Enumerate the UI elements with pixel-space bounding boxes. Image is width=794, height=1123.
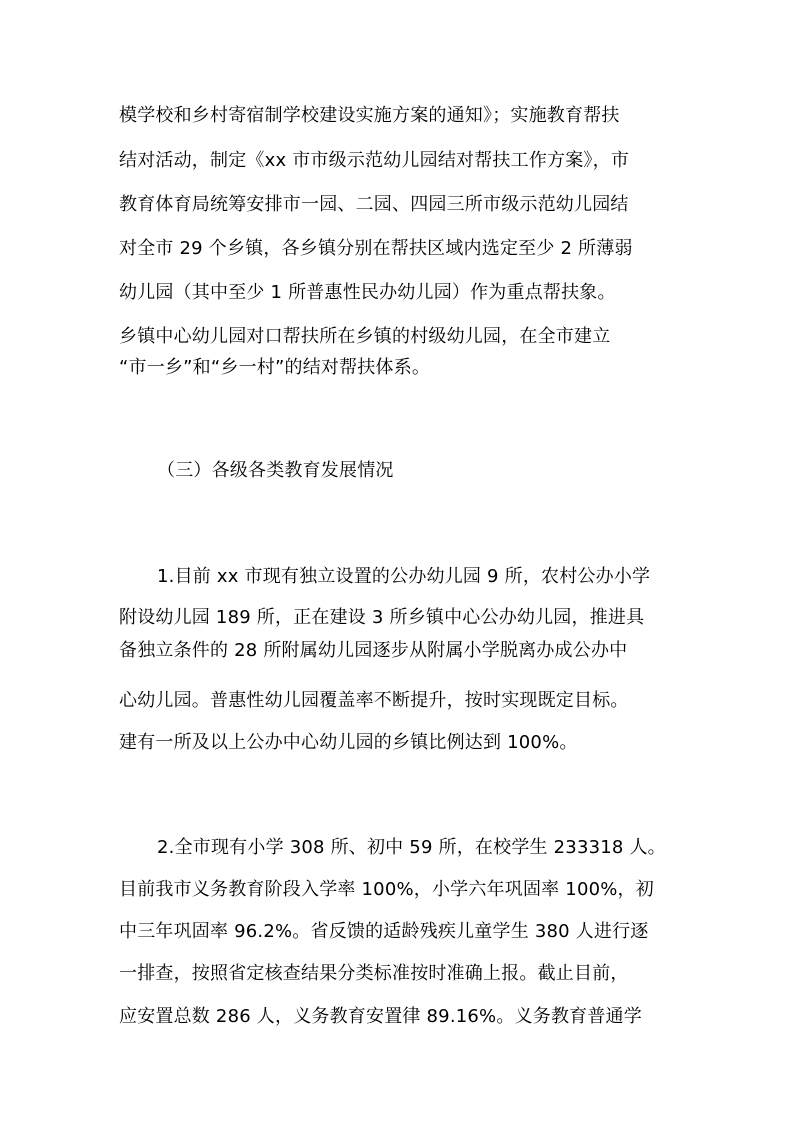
section-heading: （三）各级各类教育发展情况: [157, 460, 394, 481]
paragraph-line: 目前我市义务教育阶段入学率 100%，小学六年巩固率 100%，初: [119, 879, 654, 900]
paragraph-line: 对全市 29 个乡镇，各乡镇分别在帮扶区域内选定至少 2 所薄弱: [119, 238, 633, 259]
paragraph-line: 附设幼儿园 189 所，正在建设 3 所乡镇中心公办幼儿园，推进具: [119, 607, 645, 628]
paragraph-line: “市一乡”和“乡一村”的结对帮扶体系。: [119, 357, 431, 378]
paragraph-line: 教育体育局统筹安排市一园、二园、四园三所市级示范幼儿园结: [119, 194, 629, 215]
paragraph-line: 结对活动，制定《xx 市市级示范幼儿园结对帮扶工作方案》，市: [119, 150, 630, 171]
paragraph-line: 一排查，按照省定核查结果分类标准按时准确上报。截止目前，: [119, 963, 629, 984]
paragraph-line: 备独立条件的 28 所附属幼儿园逐步从附属小学脱离办成公办中: [119, 640, 628, 661]
paragraph-line: 应安置总数 286 人，义务教育安置律 89.16%。义务教育普通学: [119, 1006, 642, 1027]
paragraph-line: 中三年巩固率 96.2%。省反馈的适龄残疾儿童学生 380 人进行逐: [119, 921, 649, 942]
paragraph-line: 建有一所及以上公办中心幼儿园的乡镇比例达到 100%。: [119, 732, 578, 753]
paragraph-line: 模学校和乡村寄宿制学校建设实施方案的通知》；实施教育帮扶: [119, 105, 620, 126]
paragraph-line: 1.目前 xx 市现有独立设置的公办幼儿园 9 所，农村公办小学: [157, 566, 651, 587]
paragraph-line: 心幼儿园。普惠性幼儿园覆盖率不断提升，按时实现既定目标。: [119, 690, 629, 711]
paragraph-line: 2.全市现有小学 308 所、初中 59 所，在校学生 233318 人。: [157, 837, 666, 858]
paragraph-line: 幼儿园（其中至少 1 所普惠性民办幼儿园）作为重点帮扶象。: [119, 282, 616, 303]
paragraph-line: 乡镇中心幼儿园对口帮扶所在乡镇的村级幼儿园，在全市建立: [119, 326, 611, 347]
